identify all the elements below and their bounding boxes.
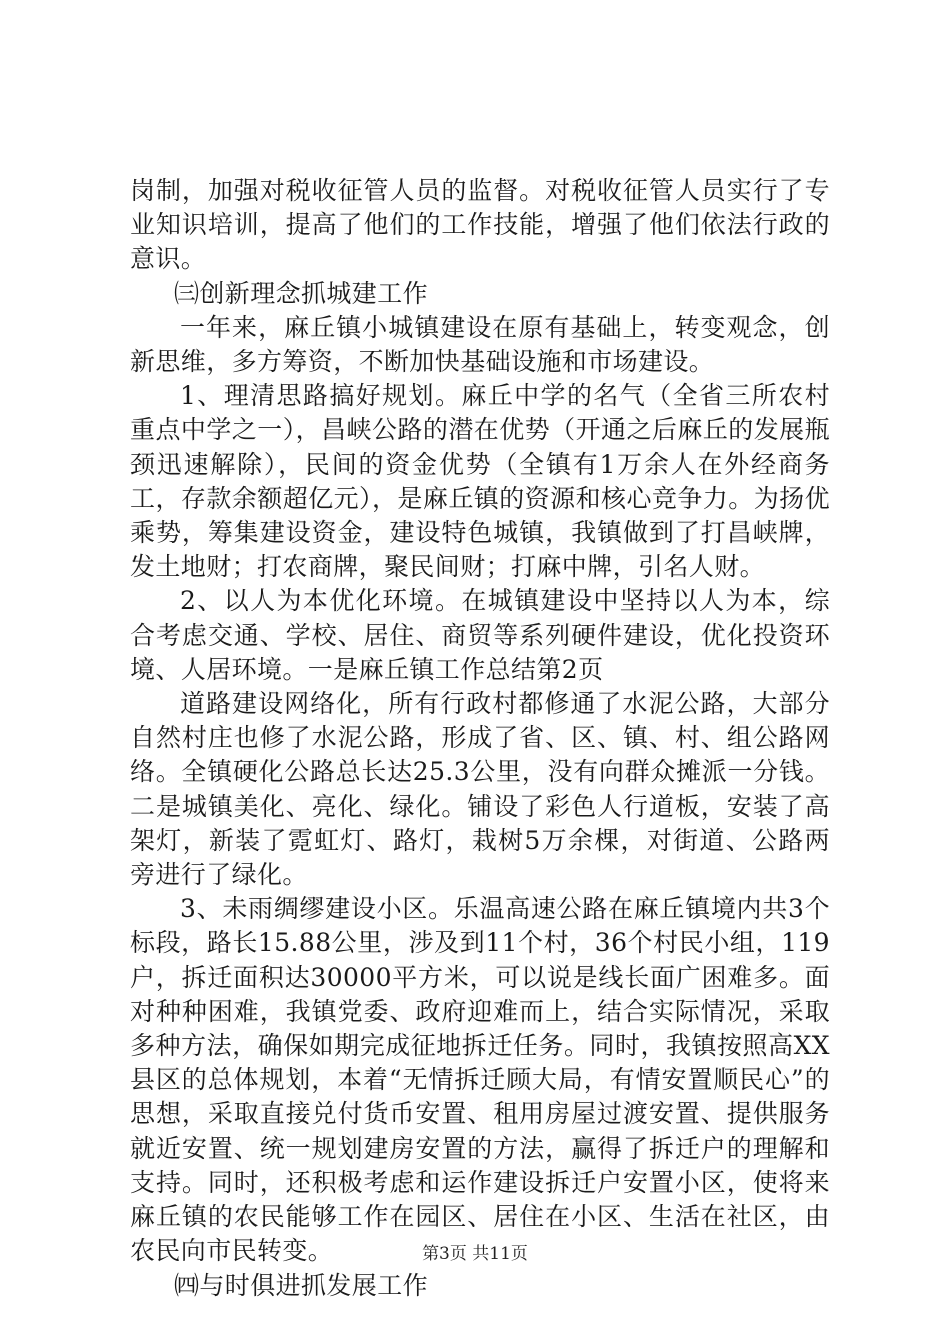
paragraph-resettlement: 3、未雨绸缪建设小区。乐温高速公路在麻丘镇境内共3个标段，路长15.88公里，涉及到11个村，36个村民小组，119户，拆迁面积达30000平方米，可以说是线长面广困难多。面对种种困难，我镇党委、政府迎难而上，结合实际情况，采取多种方法，确保如期完成征地拆迁任务。同时，我镇按照高XX县区的总体规划，本着“无情拆迁顾大局，有情安置顺民心”的思想，采取直接兑付货币安置、租用房屋过渡安置、提供服务就近安置、统一规划建房安置的方法，赢得了拆迁户的理解和支持。同时，还积极考虑和运作建设拆迁户安置小区，使将来麻丘镇的农民能够工作在园区、居住在小区、生活在社区，由农民向市民转变。 [130, 894, 830, 1266]
section-heading-development: ㈣与时俱进抓发展工作 [174, 1270, 429, 1300]
page-footer: 第3页 共11页 [422, 1244, 528, 1264]
paragraph-continuation: 岗制，加强对税收征管人员的监督。对税收征管人员实行了专业知识培训，提高了他们的工作技能，增强了他们依法行政的意识。 [130, 176, 830, 274]
document-body [130, 174, 830, 1303]
paragraph-overview: 一年来，麻丘镇小城镇建设在原有基础上，转变观念，创新思维，多方筹资，不断加快基础设施和市场建设。 [130, 312, 830, 377]
paragraph-environment: 2、以人为本优化环境。在城镇建设中坚持以人为本，综合考虑交通、学校、居住、商贸等系列硬件建设，优化投资环境、人居环境。一是麻丘镇工作总结第2页 [130, 586, 830, 684]
paragraph-planning: 1、理清思路搞好规划。麻丘中学的名气（全省三所农村重点中学之一），昌峡公路的潜在优势（开通之后麻丘的发展瓶颈迅速解除），民间的资金优势（全镇有1万余人在外经商务工，存款余额超亿元），是麻丘镇的资源和核心竞争力。为扬优乘势，筹集建设资金，建设特色城镇，我镇做到了打昌峡牌，发土地财；打农商牌，聚民间财；打麻中牌，引名人财。 [130, 381, 830, 582]
paragraph-roads: 道路建设网络化，所有行政村都修通了水泥公路，大部分自然村庄也修了水泥公路，形成了省、区、镇、村、组公路网络。全镇硬化公路总长达25.3公里，没有向群众摊派一分钱。二是城镇美化、亮化、绿化。铺设了彩色人行道板，安装了高架灯，新装了霓虹灯、路灯，栽树5万余棵，对街道、公路两旁进行了绿化。 [130, 689, 830, 890]
section-heading-urban-construction: ㈢创新理念抓城建工作 [174, 278, 429, 308]
